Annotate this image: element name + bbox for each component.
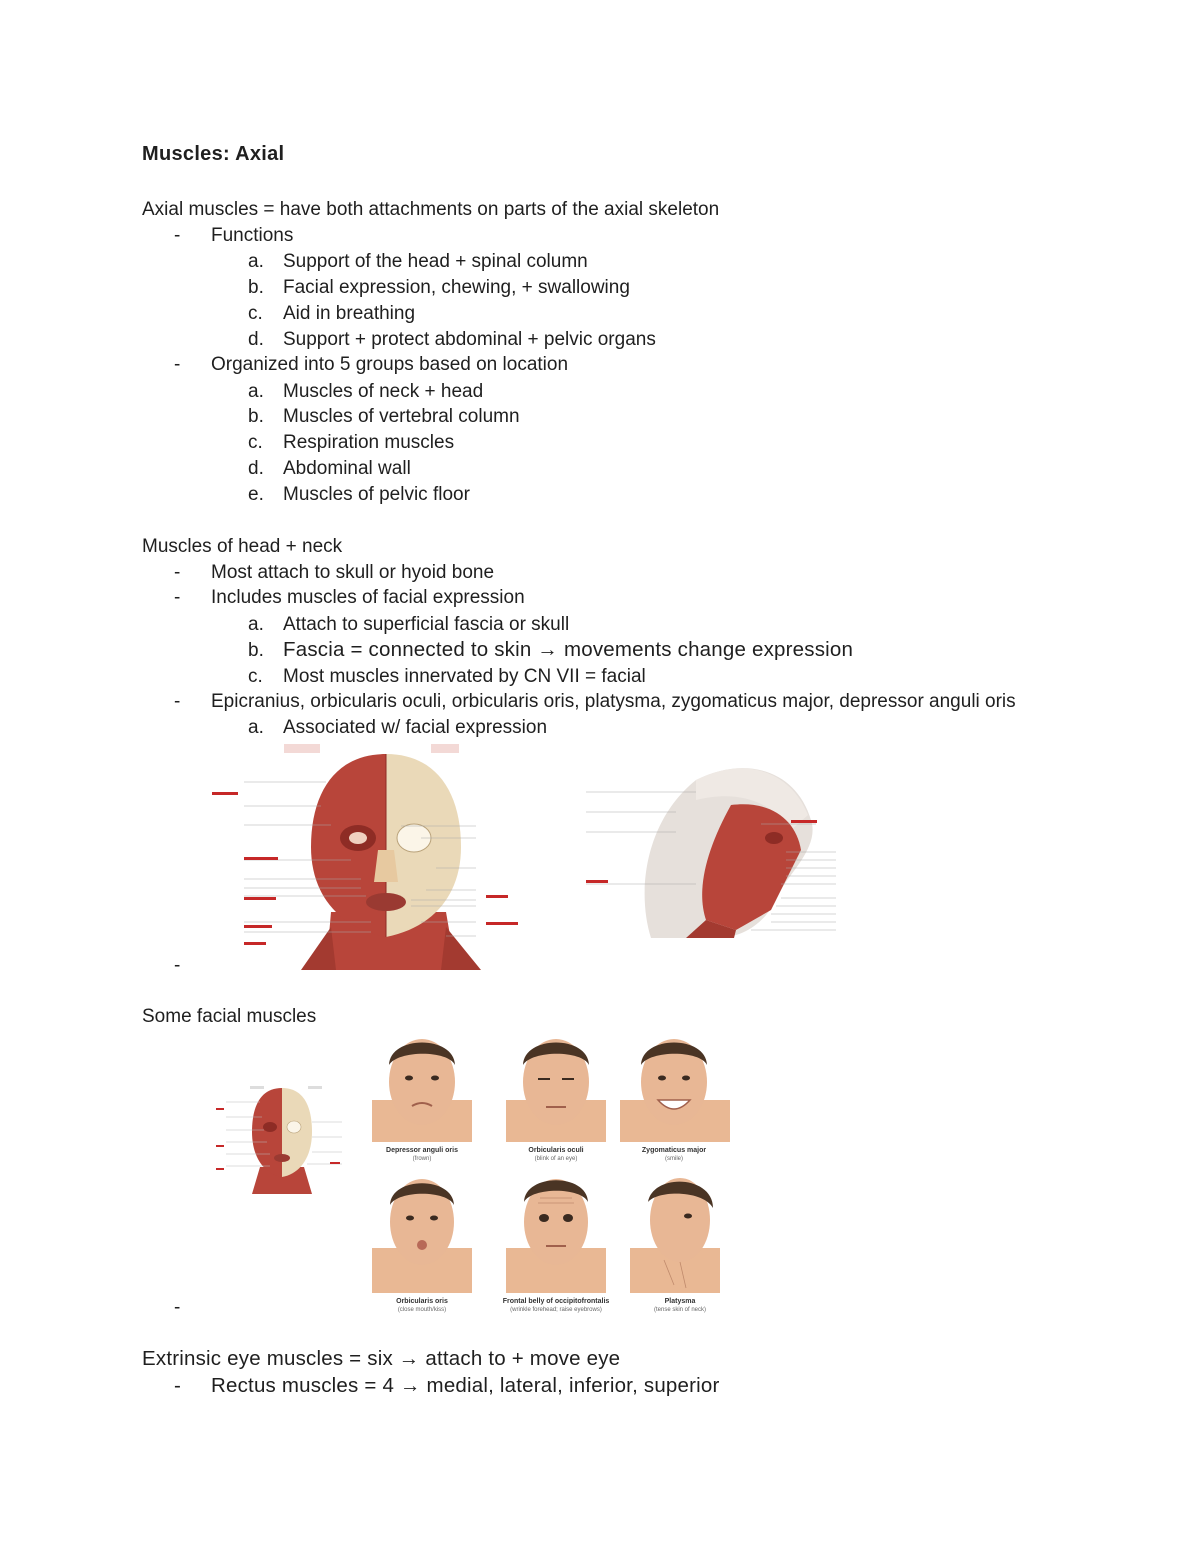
bullet-dash: - [174,562,181,583]
bullet-dash: - [174,225,181,246]
list-item: Support + protect abdominal + pelvic organs [283,329,656,350]
bullet-dash: - [174,955,181,976]
groups-label: Organized into 5 groups based on location [211,354,569,375]
caption-name: Frontal belly of occipitofrontalis [502,1298,610,1305]
bullet-text: Epicranius, orbicularis oculi, orbicularis oris, platysma, zygomaticus major, depressor anguli oris [211,691,1016,712]
bullet-dash: - [174,1297,181,1318]
bullet-dash: - [174,354,181,375]
list-item: Support of the head + spinal column [283,251,588,272]
caption-name: Platysma [664,1298,696,1305]
list-item: Respiration muscles [283,432,455,453]
face-photo-orbicularis-oris [372,1179,472,1293]
intro-text: Axial muscles = have both attachments on parts of the axial skeleton [142,199,720,220]
list-marker: b. [248,406,264,427]
caption-name: Orbicularis oculi [528,1147,584,1154]
functions-label: Functions [211,225,294,246]
bullet-dash: - [174,587,181,608]
list-marker: b. [248,277,264,298]
list-marker: a. [248,717,264,738]
list-item: Associated w/ facial expression [283,717,548,738]
list-marker: b. [248,640,264,661]
face-photo-depressor-anguli-oris [372,1039,472,1142]
list-marker: d. [248,458,264,479]
face-photo-frontal-belly [506,1179,606,1293]
list-item: Muscles of neck + head [283,381,484,402]
face-photo-orbicularis-oculi [506,1039,606,1142]
list-marker: c. [248,666,263,687]
bullet-text: Includes muscles of facial expression [211,587,525,608]
face-photo-zygomaticus-major [620,1039,730,1142]
list-item: Muscles of pelvic floor [283,484,470,505]
small-head-muscles-illustration [212,1082,362,1197]
caption-note: (smile) [665,1156,683,1162]
caption-note: (close mouth/kiss) [397,1307,447,1313]
list-marker: a. [248,381,264,402]
section-heading: Extrinsic eye muscles = six → attach to + move eye [142,1347,621,1370]
page-title: Muscles: Axial [142,143,285,165]
list-item: Muscles of vertebral column [283,406,520,427]
list-item: Aid in breathing [283,303,416,324]
list-item: Fascia = connected to skin → movements change expression [283,638,854,661]
list-marker: c. [248,432,263,453]
caption-name: Zygomaticus major [641,1147,707,1154]
section-heading: Some facial muscles [142,1006,317,1027]
caption-note: (frown) [412,1156,432,1162]
bullet-text: Most attach to skull or hyoid bone [211,562,495,583]
bullet-dash: - [174,691,181,712]
list-item: Most muscles innervated by CN VII = facial [283,666,646,687]
list-marker: e. [248,484,264,505]
list-marker: a. [248,614,264,635]
section-heading: Muscles of head + neck [142,536,343,557]
list-item: Attach to superficial fascia or skull [283,614,570,635]
list-marker: d. [248,329,264,350]
bullet-text: Rectus muscles = 4 → medial, lateral, inferior, superior [211,1374,720,1397]
caption-note: (blink of an eye) [534,1156,578,1162]
caption-note: (wrinkle forehead; raise eyebrows) [510,1307,602,1313]
bullet-dash: - [174,1374,182,1397]
list-item: Facial expression, chewing, + swallowing [283,277,630,298]
face-photo-platysma [630,1178,720,1293]
list-item: Abdominal wall [283,458,411,479]
caption-note: (tense skin of neck) [653,1307,707,1313]
anterior-head-muscles-illustration [206,742,556,972]
caption-name: Depressor anguli oris [386,1147,458,1154]
lateral-head-muscles-illustration [556,760,846,940]
list-marker: a. [248,251,264,272]
caption-name: Orbicularis oris [396,1298,448,1305]
facial-expression-photos [368,1030,743,1320]
list-marker: c. [248,303,263,324]
